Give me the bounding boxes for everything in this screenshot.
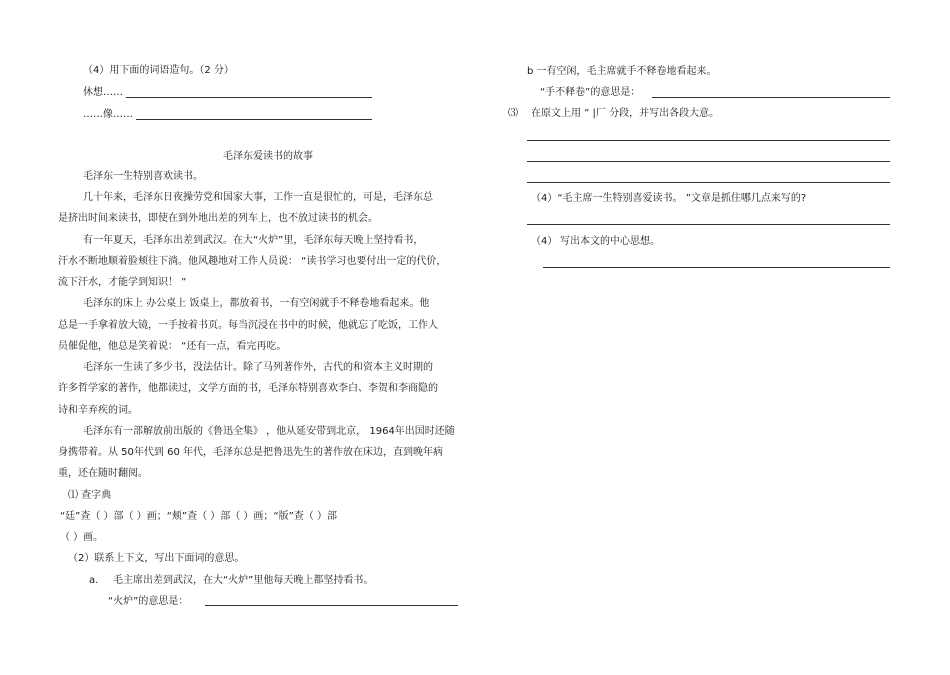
q4b-number: （4） bbox=[531, 236, 558, 247]
q2b-meaning-label: “手不释卷”的意思是： bbox=[540, 87, 641, 98]
q4b-text: 写出本文的中心思想。 bbox=[560, 236, 660, 247]
q3-text: 在原文上用 ” |厂 分段，并写出各段大意。 bbox=[531, 108, 720, 119]
paragraph-line: 是挤出时间来读书，即使在到外地出差的列车上，也不放过读书的机会。 bbox=[58, 213, 378, 224]
paragraph-line: 诗和辛弃疾的词。 bbox=[58, 405, 138, 416]
answer-line[interactable] bbox=[527, 140, 890, 141]
q4-heading: （4）用下面的词语造句。（2 分） bbox=[83, 65, 234, 76]
answer-line[interactable] bbox=[543, 267, 890, 268]
q4-item-2: ……像…… bbox=[83, 109, 133, 120]
q2a-meaning-label: “火炉”的意思是： bbox=[108, 596, 189, 607]
answer-line[interactable] bbox=[205, 605, 458, 606]
paragraph-line: 几十年来，毛泽东日夜操劳党和国家大事，工作一直是很忙的，可是，毛泽东总 bbox=[83, 192, 433, 203]
paragraph-line: 流下汗水，才能学到知识！ ” bbox=[58, 277, 187, 288]
answer-line[interactable] bbox=[652, 97, 890, 98]
paragraph-line: 许多哲学家的著作，他都读过，文学方面的书，毛泽东特别喜欢李白、李贺和李商隐的 bbox=[58, 383, 438, 394]
q2a-text: 毛主席出差到武汉，在大“火炉”里他每天晚上都坚持看书。 bbox=[113, 575, 374, 586]
paragraph-line: 员催促他，他总是笑着说： “还有一点，看完再吃。 bbox=[58, 341, 287, 352]
answer-line[interactable] bbox=[527, 224, 890, 225]
paragraph-line: 毛泽东的床上 办公桌上 饭桌上，都放着书，一有空闲就手不释卷地看起来。他 bbox=[83, 298, 430, 309]
paragraph-line: 汗水不断地顺着脸颊往下淌。他风趣地对工作人员说： “读书学习也要付出一定的代价， bbox=[58, 256, 447, 267]
story-title: 毛泽东爱读书的故事 bbox=[223, 151, 313, 162]
q4a-text: （4）“毛主席一生特别喜爱读书。 ”文章是抓住哪几点来写的? bbox=[531, 193, 807, 204]
paragraph-line: 总是一手拿着放大镜，一手按着书页。每当沉浸在书中的时候，他就忘了吃饭，工作人 bbox=[58, 320, 438, 331]
paragraph-line: 身携带着。从 50年代到 60 年代，毛泽东总是把鲁迅先生的著作放在床边，直到晚年病 bbox=[58, 447, 443, 458]
answer-line[interactable] bbox=[527, 182, 890, 183]
answer-line[interactable] bbox=[136, 119, 372, 120]
paragraph-line: 毛泽东一生特别喜欢读书。 bbox=[83, 171, 203, 182]
q4-item-1: 休想…… bbox=[83, 87, 123, 98]
q1-line-2: （ ）画。 bbox=[60, 532, 104, 543]
answer-line[interactable] bbox=[126, 97, 372, 98]
paragraph-line: 毛泽东有一部解放前出版的《鲁迅全集》 ，他从延安带到北京， 1964年出国时还随 bbox=[83, 426, 455, 437]
paragraph-line: 毛泽东一生读了多少书，没法估计。除了马列著作外，古代的和资本主义时期的 bbox=[83, 362, 433, 373]
q1-line-1: “廷”查（ ）部（ ）画；“颊”查（ ）部（ ）画；“版”查（ ）部 bbox=[60, 511, 337, 522]
answer-line[interactable] bbox=[527, 161, 890, 162]
q1-heading: ⑴ 查字典 bbox=[68, 490, 112, 501]
q2a-label: a. bbox=[89, 575, 99, 586]
q2b-text: b 一有空闲，毛主席就手不释卷地看起来。 bbox=[527, 66, 717, 77]
q2-heading: （2）联系上下文，写出下面词的意思。 bbox=[68, 553, 245, 564]
q3-number: ⑶ bbox=[508, 108, 518, 119]
paragraph-line: 有一年夏天，毛泽东出差到武汉。在大“火炉”里，毛泽东每天晚上坚持看书， bbox=[83, 235, 424, 246]
paragraph-line: 重，还在随时翻阅。 bbox=[58, 468, 148, 479]
